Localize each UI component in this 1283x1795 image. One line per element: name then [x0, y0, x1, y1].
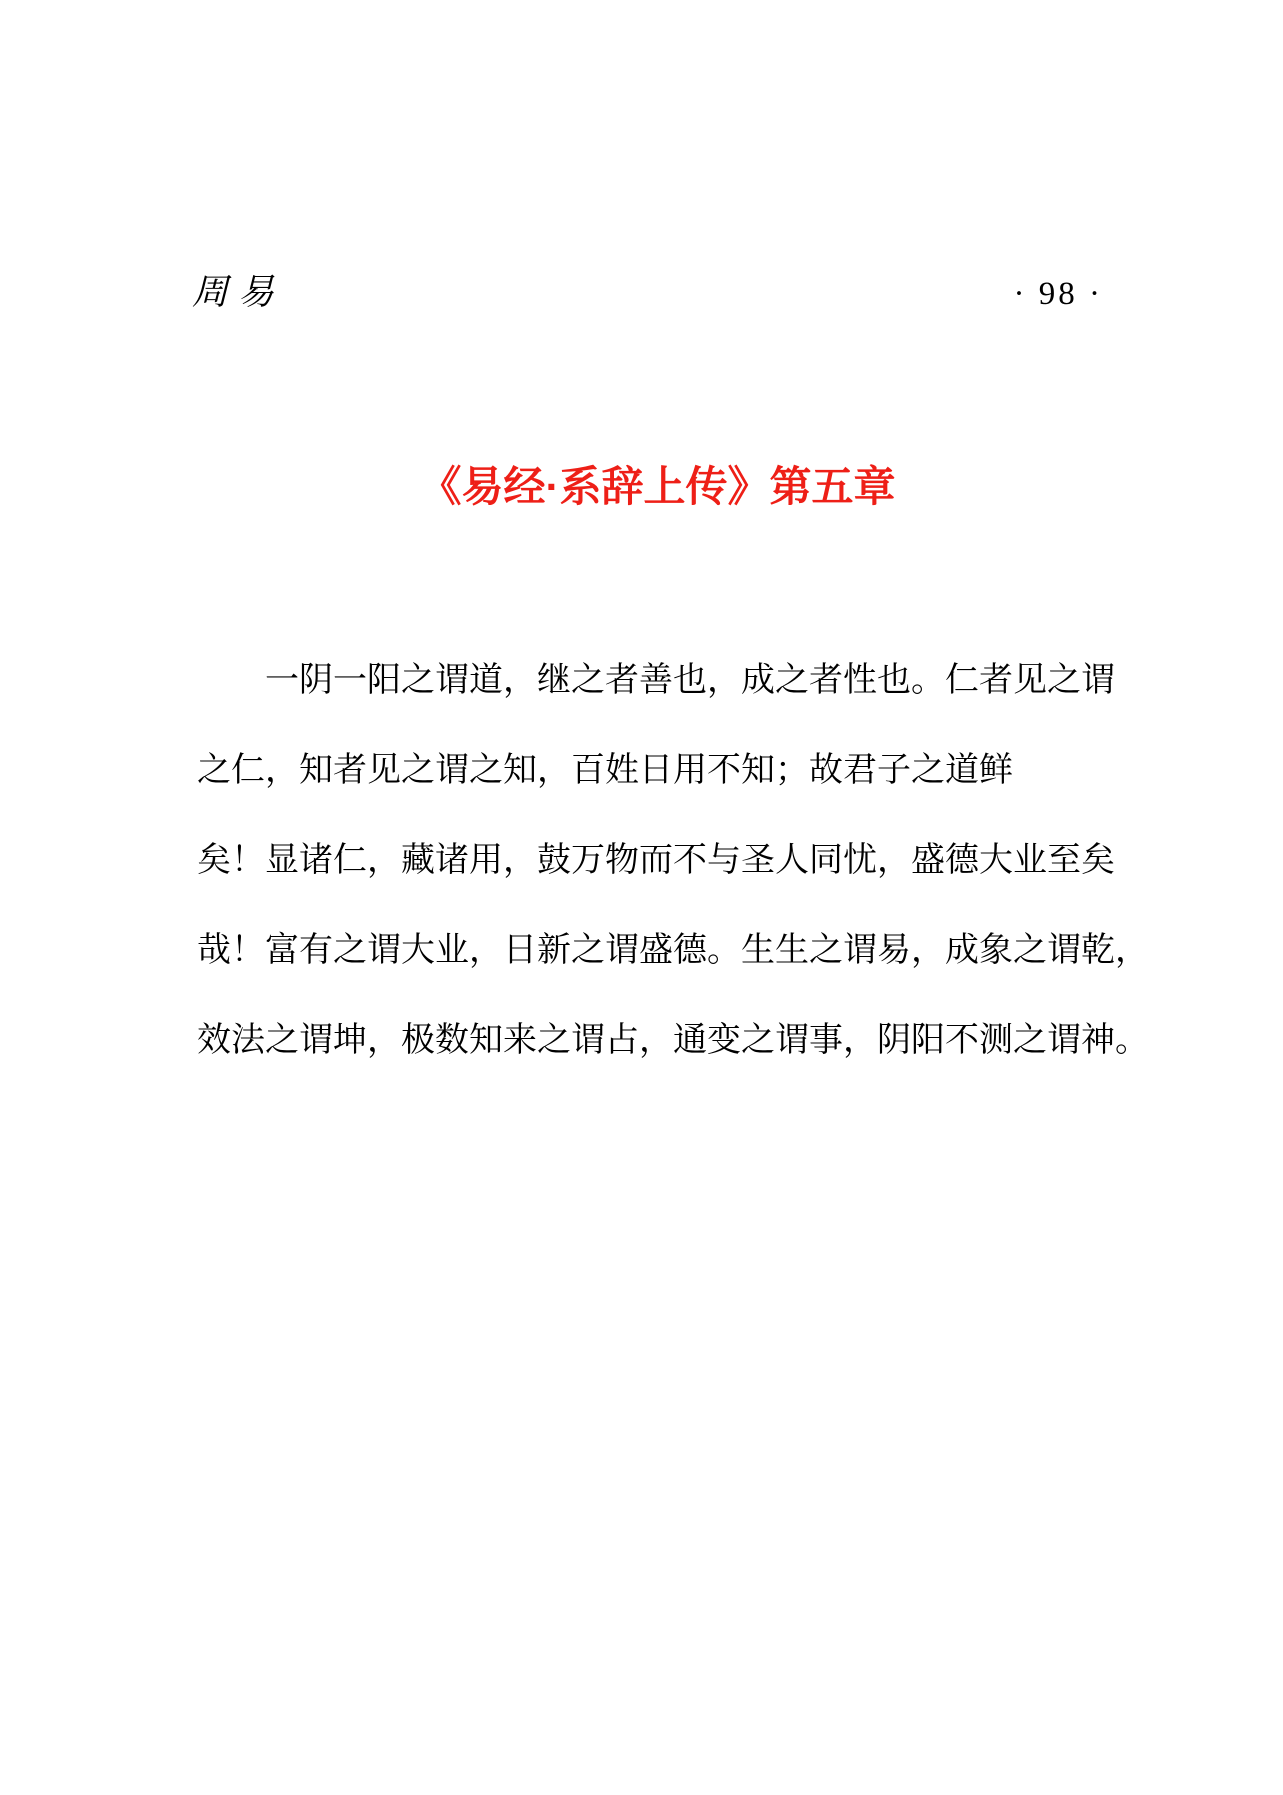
body-line-3: 矣！显诸仁，藏诸用，鼓万物而不与圣人同忧，盛德大业至矣: [197, 842, 1115, 879]
running-header-book-title: 周易: [192, 272, 285, 312]
body-line-4: 哉！富有之谓大业，日新之谓盛德。生生之谓易，成象之谓乾，: [197, 932, 1149, 969]
body-line-2: 之仁，知者见之谓之知，百姓日用不知；故君子之道鲜: [197, 752, 1013, 789]
chapter-title: 《易经·系辞上传》第五章: [419, 463, 896, 510]
chapter-body: [197, 636, 1149, 1086]
body-line-1: 一阴一阳之谓道，继之者善也，成之者性也。仁者见之谓: [265, 662, 1115, 699]
page-number: · 98 ·: [1013, 276, 1103, 312]
body-line-5: 效法之谓坤，极数知来之谓占，通变之谓事，阴阳不测之谓神。: [197, 1022, 1149, 1059]
running-header: [192, 264, 1103, 315]
